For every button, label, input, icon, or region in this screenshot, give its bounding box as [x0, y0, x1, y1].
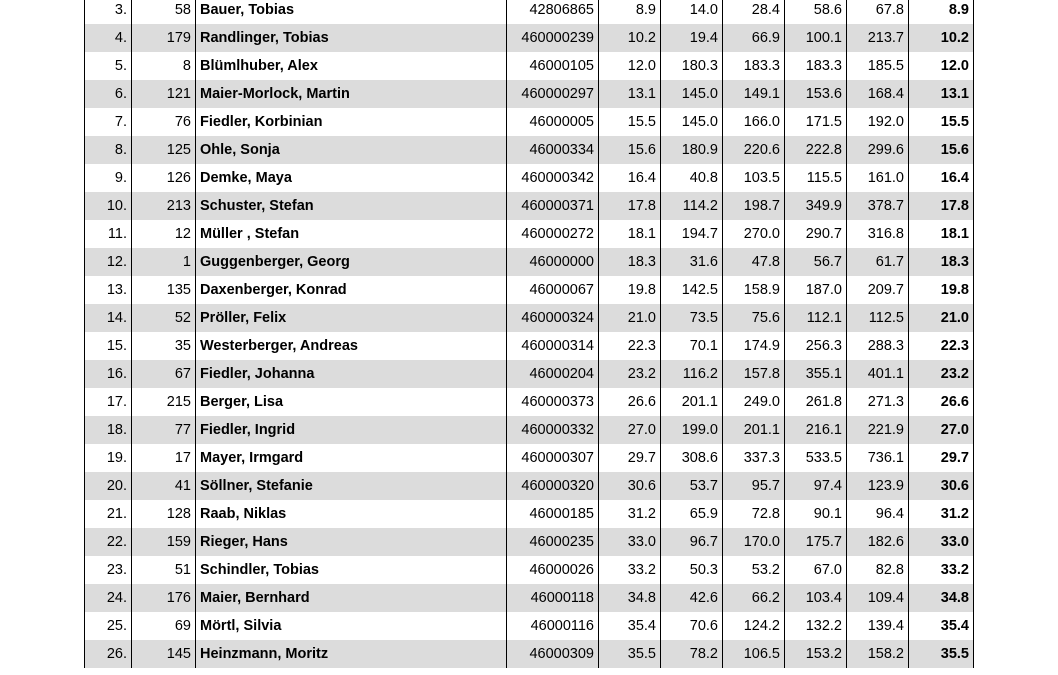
- result-2-cell: 42.6: [661, 584, 723, 612]
- results-table: [84, 0, 974, 668]
- result-1-cell: 13.1: [599, 80, 661, 108]
- result-3-cell: 201.1: [723, 416, 785, 444]
- result-1-cell: 15.5: [599, 108, 661, 136]
- result-3-cell: 158.9: [723, 276, 785, 304]
- result-5-cell: 112.5: [847, 304, 909, 332]
- name-cell: Blümlhuber, Alex: [196, 52, 507, 80]
- result-4-cell: 115.5: [785, 164, 847, 192]
- name-cell: Schindler, Tobias: [196, 556, 507, 584]
- table-row: [85, 584, 974, 612]
- id-cell: 46000005: [507, 108, 599, 136]
- name-cell: Fiedler, Johanna: [196, 360, 507, 388]
- table-row: [85, 248, 974, 276]
- table-row: [85, 136, 974, 164]
- result-1-cell: 15.6: [599, 136, 661, 164]
- result-5-cell: 96.4: [847, 500, 909, 528]
- table-row: [85, 276, 974, 304]
- result-4-cell: 67.0: [785, 556, 847, 584]
- result-4-cell: 290.7: [785, 220, 847, 248]
- rank-cell: 5.: [85, 52, 132, 80]
- rank-cell: 20.: [85, 472, 132, 500]
- result-5-cell: 139.4: [847, 612, 909, 640]
- result-3-cell: 183.3: [723, 52, 785, 80]
- best-result-cell: 33.2: [909, 556, 974, 584]
- start-number-cell: 8: [132, 52, 196, 80]
- name-cell: Müller , Stefan: [196, 220, 507, 248]
- result-4-cell: 56.7: [785, 248, 847, 276]
- result-4-cell: 183.3: [785, 52, 847, 80]
- rank-cell: 26.: [85, 640, 132, 668]
- result-4-cell: 153.6: [785, 80, 847, 108]
- best-result-cell: 22.3: [909, 332, 974, 360]
- id-cell: 460000373: [507, 388, 599, 416]
- result-3-cell: 28.4: [723, 0, 785, 24]
- name-cell: Ohle, Sonja: [196, 136, 507, 164]
- result-2-cell: 142.5: [661, 276, 723, 304]
- start-number-cell: 213: [132, 192, 196, 220]
- result-2-cell: 40.8: [661, 164, 723, 192]
- result-4-cell: 90.1: [785, 500, 847, 528]
- result-1-cell: 18.1: [599, 220, 661, 248]
- best-result-cell: 15.6: [909, 136, 974, 164]
- result-5-cell: 221.9: [847, 416, 909, 444]
- start-number-cell: 51: [132, 556, 196, 584]
- id-cell: 46000118: [507, 584, 599, 612]
- result-2-cell: 65.9: [661, 500, 723, 528]
- best-result-cell: 18.1: [909, 220, 974, 248]
- table-row: [85, 444, 974, 472]
- result-3-cell: 103.5: [723, 164, 785, 192]
- start-number-cell: 128: [132, 500, 196, 528]
- rank-cell: 16.: [85, 360, 132, 388]
- id-cell: 46000185: [507, 500, 599, 528]
- table-row: [85, 500, 974, 528]
- result-3-cell: 53.2: [723, 556, 785, 584]
- start-number-cell: 126: [132, 164, 196, 192]
- result-2-cell: 31.6: [661, 248, 723, 276]
- result-1-cell: 29.7: [599, 444, 661, 472]
- name-cell: Fiedler, Ingrid: [196, 416, 507, 444]
- start-number-cell: 69: [132, 612, 196, 640]
- id-cell: 460000272: [507, 220, 599, 248]
- result-5-cell: 82.8: [847, 556, 909, 584]
- result-1-cell: 10.2: [599, 24, 661, 52]
- id-cell: 460000342: [507, 164, 599, 192]
- result-1-cell: 27.0: [599, 416, 661, 444]
- result-2-cell: 199.0: [661, 416, 723, 444]
- best-result-cell: 15.5: [909, 108, 974, 136]
- result-4-cell: 97.4: [785, 472, 847, 500]
- result-1-cell: 35.4: [599, 612, 661, 640]
- result-3-cell: 166.0: [723, 108, 785, 136]
- result-4-cell: 100.1: [785, 24, 847, 52]
- name-cell: Daxenberger, Konrad: [196, 276, 507, 304]
- start-number-cell: 121: [132, 80, 196, 108]
- rank-cell: 11.: [85, 220, 132, 248]
- result-4-cell: 58.6: [785, 0, 847, 24]
- table-row: [85, 108, 974, 136]
- table-row: [85, 528, 974, 556]
- name-cell: Guggenberger, Georg: [196, 248, 507, 276]
- id-cell: 46000000: [507, 248, 599, 276]
- result-5-cell: 316.8: [847, 220, 909, 248]
- rank-cell: 21.: [85, 500, 132, 528]
- id-cell: 460000314: [507, 332, 599, 360]
- start-number-cell: 67: [132, 360, 196, 388]
- table-row: [85, 416, 974, 444]
- result-5-cell: 168.4: [847, 80, 909, 108]
- name-cell: Maier-Morlock, Martin: [196, 80, 507, 108]
- table-row: [85, 472, 974, 500]
- result-4-cell: 171.5: [785, 108, 847, 136]
- table-row: [85, 0, 974, 24]
- result-2-cell: 145.0: [661, 80, 723, 108]
- name-cell: Berger, Lisa: [196, 388, 507, 416]
- table-row: [85, 612, 974, 640]
- rank-cell: 19.: [85, 444, 132, 472]
- table-row: [85, 24, 974, 52]
- result-5-cell: 161.0: [847, 164, 909, 192]
- best-result-cell: 26.6: [909, 388, 974, 416]
- best-result-cell: 17.8: [909, 192, 974, 220]
- name-cell: Raab, Niklas: [196, 500, 507, 528]
- result-3-cell: 157.8: [723, 360, 785, 388]
- result-3-cell: 47.8: [723, 248, 785, 276]
- result-4-cell: 175.7: [785, 528, 847, 556]
- result-3-cell: 106.5: [723, 640, 785, 668]
- result-5-cell: 378.7: [847, 192, 909, 220]
- name-cell: Rieger, Hans: [196, 528, 507, 556]
- result-3-cell: 337.3: [723, 444, 785, 472]
- best-result-cell: 35.4: [909, 612, 974, 640]
- result-1-cell: 12.0: [599, 52, 661, 80]
- start-number-cell: 159: [132, 528, 196, 556]
- start-number-cell: 145: [132, 640, 196, 668]
- id-cell: 460000320: [507, 472, 599, 500]
- result-1-cell: 33.0: [599, 528, 661, 556]
- result-5-cell: 109.4: [847, 584, 909, 612]
- id-cell: 42806865: [507, 0, 599, 24]
- result-5-cell: 67.8: [847, 0, 909, 24]
- result-4-cell: 533.5: [785, 444, 847, 472]
- result-3-cell: 95.7: [723, 472, 785, 500]
- best-result-cell: 12.0: [909, 52, 974, 80]
- id-cell: 46000105: [507, 52, 599, 80]
- table-row: [85, 192, 974, 220]
- start-number-cell: 58: [132, 0, 196, 24]
- result-3-cell: 124.2: [723, 612, 785, 640]
- table-row: [85, 640, 974, 668]
- rank-cell: 22.: [85, 528, 132, 556]
- best-result-cell: 13.1: [909, 80, 974, 108]
- result-5-cell: 182.6: [847, 528, 909, 556]
- result-1-cell: 26.6: [599, 388, 661, 416]
- table-row: [85, 52, 974, 80]
- result-5-cell: 185.5: [847, 52, 909, 80]
- result-5-cell: 158.2: [847, 640, 909, 668]
- best-result-cell: 19.8: [909, 276, 974, 304]
- result-5-cell: 299.6: [847, 136, 909, 164]
- name-cell: Bauer, Tobias: [196, 0, 507, 24]
- result-5-cell: 736.1: [847, 444, 909, 472]
- result-1-cell: 17.8: [599, 192, 661, 220]
- result-1-cell: 19.8: [599, 276, 661, 304]
- best-result-cell: 23.2: [909, 360, 974, 388]
- result-1-cell: 30.6: [599, 472, 661, 500]
- result-3-cell: 149.1: [723, 80, 785, 108]
- result-5-cell: 123.9: [847, 472, 909, 500]
- result-3-cell: 270.0: [723, 220, 785, 248]
- start-number-cell: 179: [132, 24, 196, 52]
- start-number-cell: 12: [132, 220, 196, 248]
- result-2-cell: 114.2: [661, 192, 723, 220]
- results-body: [85, 0, 974, 668]
- result-1-cell: 35.5: [599, 640, 661, 668]
- rank-cell: 18.: [85, 416, 132, 444]
- result-4-cell: 153.2: [785, 640, 847, 668]
- rank-cell: 6.: [85, 80, 132, 108]
- best-result-cell: 10.2: [909, 24, 974, 52]
- result-5-cell: 192.0: [847, 108, 909, 136]
- rank-cell: 17.: [85, 388, 132, 416]
- result-3-cell: 72.8: [723, 500, 785, 528]
- best-result-cell: 18.3: [909, 248, 974, 276]
- result-1-cell: 33.2: [599, 556, 661, 584]
- id-cell: 46000334: [507, 136, 599, 164]
- result-2-cell: 180.9: [661, 136, 723, 164]
- best-result-cell: 30.6: [909, 472, 974, 500]
- name-cell: Mayer, Irmgard: [196, 444, 507, 472]
- name-cell: Schuster, Stefan: [196, 192, 507, 220]
- id-cell: 460000297: [507, 80, 599, 108]
- result-2-cell: 14.0: [661, 0, 723, 24]
- start-number-cell: 35: [132, 332, 196, 360]
- result-1-cell: 21.0: [599, 304, 661, 332]
- best-result-cell: 21.0: [909, 304, 974, 332]
- table-row: [85, 304, 974, 332]
- best-result-cell: 27.0: [909, 416, 974, 444]
- result-1-cell: 16.4: [599, 164, 661, 192]
- result-3-cell: 249.0: [723, 388, 785, 416]
- result-4-cell: 103.4: [785, 584, 847, 612]
- id-cell: 46000204: [507, 360, 599, 388]
- start-number-cell: 77: [132, 416, 196, 444]
- id-cell: 46000026: [507, 556, 599, 584]
- start-number-cell: 1: [132, 248, 196, 276]
- table-row: [85, 388, 974, 416]
- name-cell: Pröller, Felix: [196, 304, 507, 332]
- result-2-cell: 19.4: [661, 24, 723, 52]
- start-number-cell: 41: [132, 472, 196, 500]
- start-number-cell: 17: [132, 444, 196, 472]
- result-1-cell: 8.9: [599, 0, 661, 24]
- rank-cell: 15.: [85, 332, 132, 360]
- name-cell: Demke, Maya: [196, 164, 507, 192]
- result-4-cell: 187.0: [785, 276, 847, 304]
- rank-cell: 12.: [85, 248, 132, 276]
- table-row: [85, 556, 974, 584]
- result-3-cell: 66.9: [723, 24, 785, 52]
- result-5-cell: 213.7: [847, 24, 909, 52]
- start-number-cell: 52: [132, 304, 196, 332]
- result-3-cell: 174.9: [723, 332, 785, 360]
- table-row: [85, 80, 974, 108]
- result-4-cell: 256.3: [785, 332, 847, 360]
- result-2-cell: 180.3: [661, 52, 723, 80]
- start-number-cell: 135: [132, 276, 196, 304]
- start-number-cell: 76: [132, 108, 196, 136]
- rank-cell: 14.: [85, 304, 132, 332]
- id-cell: 460000332: [507, 416, 599, 444]
- name-cell: Fiedler, Korbinian: [196, 108, 507, 136]
- start-number-cell: 215: [132, 388, 196, 416]
- id-cell: 460000324: [507, 304, 599, 332]
- result-5-cell: 288.3: [847, 332, 909, 360]
- name-cell: Mörtl, Silvia: [196, 612, 507, 640]
- start-number-cell: 125: [132, 136, 196, 164]
- rank-cell: 9.: [85, 164, 132, 192]
- rank-cell: 3.: [85, 0, 132, 24]
- result-2-cell: 96.7: [661, 528, 723, 556]
- best-result-cell: 29.7: [909, 444, 974, 472]
- rank-cell: 23.: [85, 556, 132, 584]
- result-5-cell: 61.7: [847, 248, 909, 276]
- best-result-cell: 8.9: [909, 0, 974, 24]
- result-2-cell: 53.7: [661, 472, 723, 500]
- result-2-cell: 201.1: [661, 388, 723, 416]
- result-2-cell: 116.2: [661, 360, 723, 388]
- name-cell: Maier, Bernhard: [196, 584, 507, 612]
- result-2-cell: 78.2: [661, 640, 723, 668]
- rank-cell: 13.: [85, 276, 132, 304]
- id-cell: 46000116: [507, 612, 599, 640]
- result-4-cell: 355.1: [785, 360, 847, 388]
- best-result-cell: 31.2: [909, 500, 974, 528]
- result-1-cell: 18.3: [599, 248, 661, 276]
- best-result-cell: 35.5: [909, 640, 974, 668]
- result-2-cell: 50.3: [661, 556, 723, 584]
- result-5-cell: 401.1: [847, 360, 909, 388]
- result-4-cell: 132.2: [785, 612, 847, 640]
- rank-cell: 4.: [85, 24, 132, 52]
- name-cell: Söllner, Stefanie: [196, 472, 507, 500]
- id-cell: 46000067: [507, 276, 599, 304]
- result-4-cell: 222.8: [785, 136, 847, 164]
- best-result-cell: 33.0: [909, 528, 974, 556]
- result-1-cell: 23.2: [599, 360, 661, 388]
- rank-cell: 7.: [85, 108, 132, 136]
- best-result-cell: 34.8: [909, 584, 974, 612]
- result-5-cell: 209.7: [847, 276, 909, 304]
- result-4-cell: 216.1: [785, 416, 847, 444]
- table-row: [85, 220, 974, 248]
- name-cell: Heinzmann, Moritz: [196, 640, 507, 668]
- result-2-cell: 308.6: [661, 444, 723, 472]
- result-1-cell: 31.2: [599, 500, 661, 528]
- result-2-cell: 145.0: [661, 108, 723, 136]
- result-4-cell: 261.8: [785, 388, 847, 416]
- result-4-cell: 349.9: [785, 192, 847, 220]
- result-1-cell: 34.8: [599, 584, 661, 612]
- result-2-cell: 73.5: [661, 304, 723, 332]
- table-row: [85, 332, 974, 360]
- rank-cell: 24.: [85, 584, 132, 612]
- id-cell: 460000371: [507, 192, 599, 220]
- result-3-cell: 198.7: [723, 192, 785, 220]
- rank-cell: 8.: [85, 136, 132, 164]
- result-3-cell: 220.6: [723, 136, 785, 164]
- result-1-cell: 22.3: [599, 332, 661, 360]
- name-cell: Westerberger, Andreas: [196, 332, 507, 360]
- id-cell: 46000235: [507, 528, 599, 556]
- result-2-cell: 194.7: [661, 220, 723, 248]
- table-row: [85, 360, 974, 388]
- best-result-cell: 16.4: [909, 164, 974, 192]
- table-row: [85, 164, 974, 192]
- result-3-cell: 170.0: [723, 528, 785, 556]
- result-2-cell: 70.6: [661, 612, 723, 640]
- id-cell: 460000307: [507, 444, 599, 472]
- name-cell: Randlinger, Tobias: [196, 24, 507, 52]
- rank-cell: 10.: [85, 192, 132, 220]
- id-cell: 460000239: [507, 24, 599, 52]
- result-2-cell: 70.1: [661, 332, 723, 360]
- rank-cell: 25.: [85, 612, 132, 640]
- start-number-cell: 176: [132, 584, 196, 612]
- result-5-cell: 271.3: [847, 388, 909, 416]
- result-4-cell: 112.1: [785, 304, 847, 332]
- id-cell: 46000309: [507, 640, 599, 668]
- result-3-cell: 66.2: [723, 584, 785, 612]
- result-3-cell: 75.6: [723, 304, 785, 332]
